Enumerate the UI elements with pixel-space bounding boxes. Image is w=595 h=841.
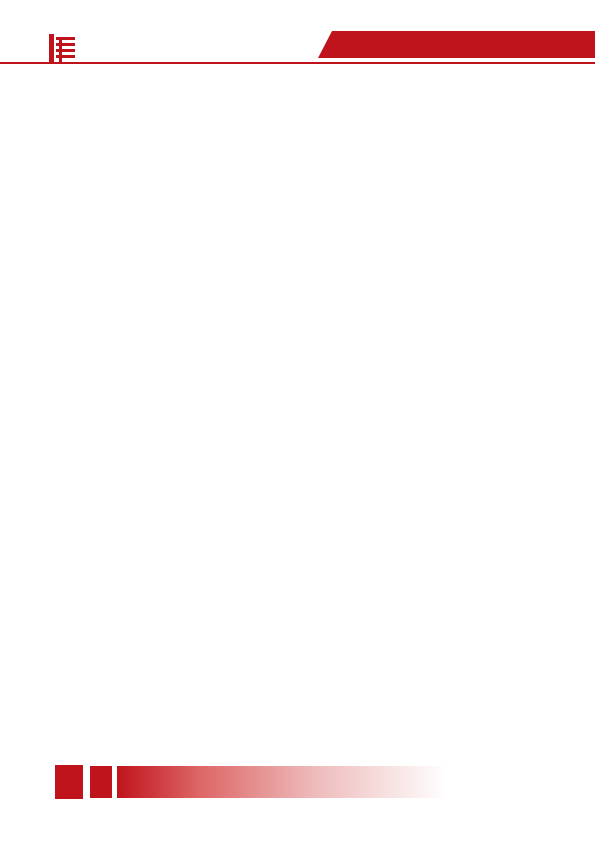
footer-gradient-bar [117, 766, 447, 798]
page-header [0, 0, 595, 66]
header-band [318, 31, 595, 58]
footer-accent [90, 766, 112, 798]
logo-mark-icon [49, 34, 75, 62]
header-rule [0, 62, 595, 64]
page-number-box [55, 765, 83, 799]
